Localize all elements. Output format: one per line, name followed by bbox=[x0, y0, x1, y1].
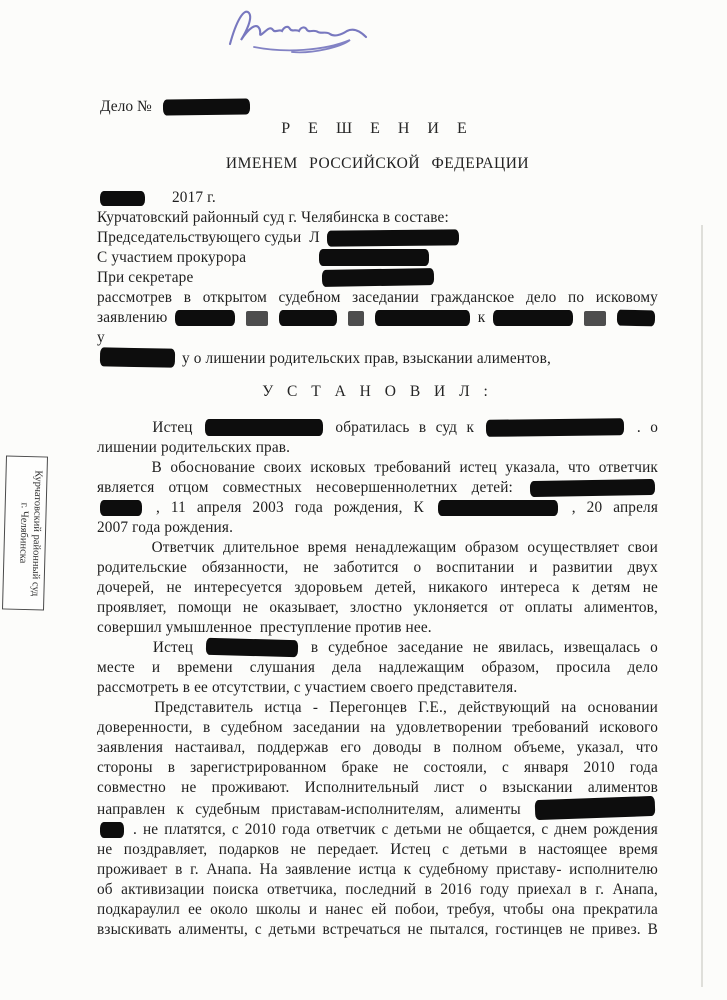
redaction-bar bbox=[100, 347, 175, 367]
text-line bbox=[97, 618, 658, 638]
text-segment: Представитель истца - Перегонцев Г.Е., действующий на основании bbox=[154, 699, 658, 716]
text-segment: рассмотрев в открытом судебном заседании гражданское дело по исковому bbox=[97, 289, 658, 306]
redaction-bar bbox=[319, 249, 429, 266]
text-line bbox=[97, 840, 658, 860]
redaction-bar bbox=[438, 500, 558, 516]
spacing-gap bbox=[97, 651, 143, 652]
text-line bbox=[97, 208, 658, 228]
text-line bbox=[97, 498, 658, 518]
spacing-gap bbox=[152, 110, 160, 111]
text-line bbox=[97, 248, 658, 268]
text-line bbox=[97, 518, 658, 538]
text-line bbox=[97, 920, 658, 940]
case-number-line bbox=[100, 98, 500, 116]
text-segment: рассмотреть в ее отсутствии, с участием своего представителя. bbox=[97, 679, 518, 696]
redaction-bar bbox=[100, 822, 124, 838]
text-line bbox=[97, 308, 658, 348]
document-body bbox=[97, 188, 658, 940]
spacing-gap bbox=[197, 281, 315, 282]
text-line bbox=[97, 678, 658, 698]
court-stamp-text bbox=[5, 459, 45, 608]
court-stamp-line2: г. Челябинска bbox=[17, 502, 30, 564]
text-line bbox=[97, 718, 658, 738]
court-stamp-box bbox=[2, 455, 48, 610]
text-segment: 2017 г. bbox=[171, 189, 216, 206]
text-segment: доверенности, в судебном заседании на удовлетворении требований искового bbox=[97, 719, 658, 736]
redaction-bar bbox=[486, 418, 624, 437]
spacing-gap bbox=[97, 711, 143, 712]
text-segment: подкараулил ее около школы и нанес ей побои, требуя, чтобы она прекратила bbox=[97, 901, 658, 918]
redaction-bar bbox=[375, 310, 470, 326]
text-segment: , 11 апреля 2003 года рождения, К bbox=[155, 499, 424, 516]
redaction-bar bbox=[322, 268, 434, 287]
text-segment: . не платятся, с 2010 года ответчик с детьми не общается, с днем рождения bbox=[133, 821, 658, 838]
redaction-bar bbox=[175, 310, 235, 326]
text-line bbox=[97, 418, 658, 438]
redaction-bar bbox=[617, 310, 655, 327]
text-segment: Председательствующего судьи Л bbox=[97, 229, 320, 246]
spacing-gap bbox=[152, 201, 168, 202]
text-segment: стороны в зарегистрированном браке не состояли, с января 2010 года bbox=[97, 759, 658, 776]
spacing-gap bbox=[97, 471, 143, 472]
text-segment: у bbox=[97, 329, 105, 346]
text-segment: У С Т А Н О В И Л : bbox=[262, 383, 493, 400]
redaction-bar bbox=[100, 500, 142, 516]
text-line bbox=[97, 438, 658, 458]
text-line bbox=[97, 900, 658, 920]
text-segment: В обоснование своих исковых требований истец указала, что ответчик bbox=[151, 459, 658, 476]
text-line bbox=[97, 758, 658, 778]
redaction-bar bbox=[279, 310, 337, 326]
text-segment: Истец bbox=[152, 419, 193, 436]
court-stamp-line1: Курчатовский районный суд bbox=[29, 470, 44, 597]
redaction-bar bbox=[493, 310, 573, 326]
text-segment: к bbox=[477, 309, 486, 326]
text-segment: Курчатовский районный суд г. Челябинска в составе: bbox=[97, 209, 449, 226]
text-segment: взыскивать алименты, с детьми встречаться не пытался, гостинцев не привез. В bbox=[97, 921, 658, 938]
text-segment: проявляет, помощи не оказывает, злостно уклоняется от оплаты алиментов, bbox=[97, 599, 658, 616]
text-line bbox=[97, 288, 658, 308]
redaction-bar bbox=[348, 311, 364, 326]
text-segment: Истец bbox=[152, 639, 194, 656]
redaction-bar bbox=[584, 311, 606, 326]
text-line bbox=[97, 658, 658, 678]
redaction-bar bbox=[327, 229, 459, 246]
text-line bbox=[97, 638, 658, 658]
redaction-bar bbox=[206, 638, 298, 657]
text-segment: совершил умышленное преступление против нее. bbox=[97, 619, 432, 636]
text-line bbox=[97, 698, 658, 718]
redaction-bar bbox=[246, 311, 268, 326]
text-segment: является отцом совместных несовершеннолетних детей: bbox=[97, 479, 513, 496]
text-line bbox=[97, 558, 658, 578]
handwritten-ink-annotation bbox=[220, 2, 380, 54]
text-segment: родительские обязанности, не заботится о воспитании и развитии двух bbox=[97, 559, 658, 576]
document-subtitle: ИМЕНЕМ РОССИЙСКОЙ ФЕДЕРАЦИИ bbox=[225, 155, 530, 172]
text-segment: не поздравляет, подарков не передает. Истец с детьми в настоящее время bbox=[97, 841, 658, 858]
text-line bbox=[97, 860, 658, 880]
text-segment: При секретаре bbox=[97, 269, 194, 286]
spacing-gap bbox=[250, 261, 312, 262]
text-segment: лишении родительских прав. bbox=[97, 439, 291, 456]
text-segment: Ответчик длительное время ненадлежащим образом осуществляет свои bbox=[151, 539, 658, 556]
text-segment: у о лишении родительских прав, взыскании алиментов, bbox=[181, 350, 551, 367]
text-segment: проживает в г. Анапа. На заявление истца к судебному приставу- исполнителю bbox=[97, 861, 658, 878]
text-line bbox=[97, 268, 658, 288]
scan-artifact-line bbox=[701, 225, 703, 987]
redaction-bar bbox=[100, 191, 145, 206]
text-line bbox=[97, 738, 658, 758]
spacing-gap bbox=[97, 551, 143, 552]
text-line bbox=[97, 798, 658, 820]
text-line bbox=[97, 478, 658, 498]
text-line bbox=[97, 778, 658, 798]
text-segment: направлен к судебным приставам-исполнителям, алименты bbox=[97, 801, 521, 818]
text-line bbox=[97, 820, 658, 840]
redaction-bar bbox=[535, 796, 656, 820]
text-line bbox=[97, 598, 658, 618]
document-title: Р Е Ш Е Н И Е bbox=[281, 120, 474, 137]
text-line bbox=[97, 188, 658, 208]
text-segment: обратилась в суд к bbox=[335, 419, 475, 436]
section-heading bbox=[97, 382, 658, 402]
text-line bbox=[97, 348, 658, 369]
case-number-label: Дело № bbox=[100, 98, 152, 115]
text-segment: . о bbox=[636, 419, 658, 436]
redaction-bar bbox=[205, 419, 323, 436]
text-line bbox=[97, 458, 658, 478]
text-segment: 2007 года рождения. bbox=[97, 519, 234, 536]
text-segment: С участием прокурора bbox=[97, 249, 247, 266]
text-line bbox=[97, 538, 658, 558]
text-segment: совместно не проживают. Исполнительный лист о взыскании алиментов bbox=[97, 779, 658, 796]
text-segment: в судебное заседание не явилась, извещалась о bbox=[310, 639, 658, 656]
spacing-gap bbox=[97, 431, 143, 432]
text-segment: об активизации поиска ответчика, последний в 2016 году приехал в г. Анапа, bbox=[97, 881, 658, 898]
text-segment: заявлению bbox=[97, 309, 168, 326]
text-line bbox=[97, 578, 658, 598]
redaction-bar bbox=[530, 479, 655, 497]
text-segment: заявления настаивал, поддержав его доводы в полном объеме, указал, что bbox=[97, 739, 658, 756]
text-segment: дочерей, не интересуется здоровьем детей, никакого интереса к детям не bbox=[97, 579, 658, 596]
text-line bbox=[97, 880, 658, 900]
text-line bbox=[97, 228, 658, 248]
text-segment: месте и времени слушания дела надлежащим образом, просила дело bbox=[97, 659, 658, 676]
case-number-redaction bbox=[163, 98, 250, 115]
text-segment: , 20 апреля bbox=[571, 499, 659, 516]
